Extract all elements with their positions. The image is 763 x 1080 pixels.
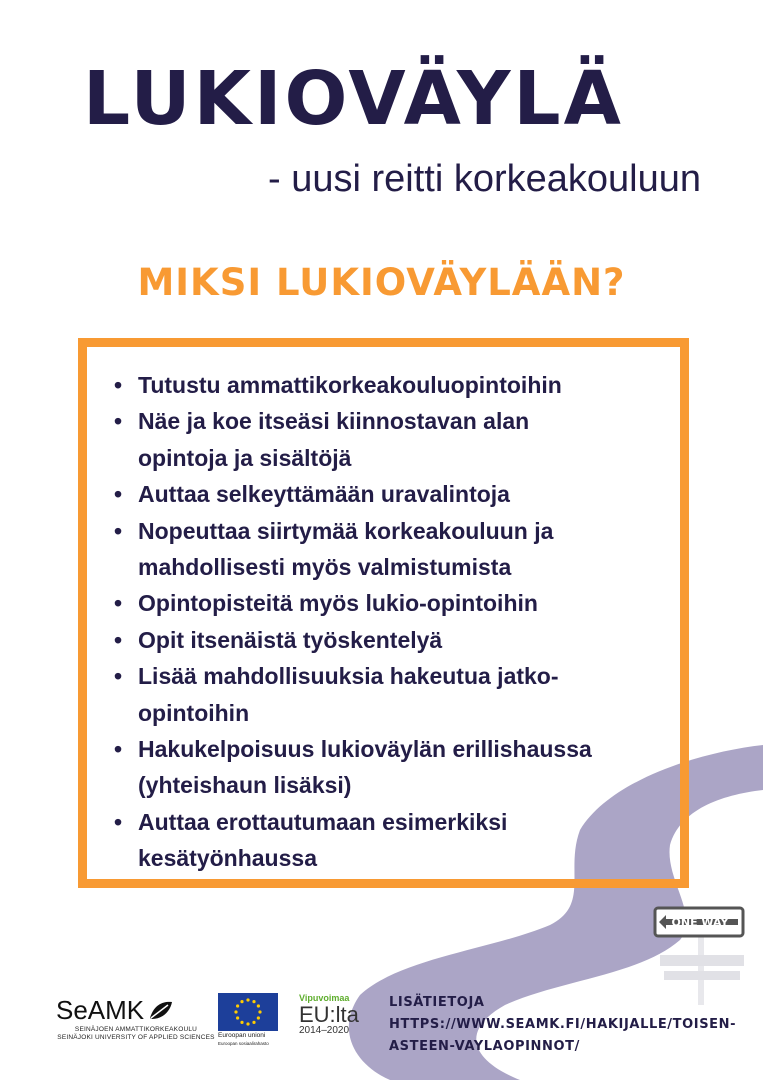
benefit-item	[112, 804, 660, 877]
footer	[0, 985, 763, 1080]
benefit-item	[112, 403, 660, 476]
benefit-text: opintoihin	[138, 699, 250, 726]
benefit-item	[112, 476, 660, 512]
benefit-text: Nopeuttaa siirtymää korkeakouluun ja	[138, 517, 554, 544]
vipu-mid: EU:lta	[299, 1002, 359, 1027]
bullet-icon: •	[114, 372, 123, 398]
section-heading: MIKSI LUKIOVÄYLÄÄN?	[137, 261, 626, 304]
benefit-item	[112, 513, 660, 586]
bullet-icon: •	[114, 626, 123, 653]
bullet-icon: •	[114, 481, 123, 508]
bullet-icon: •	[114, 590, 123, 617]
sign-text: ONE WAY	[671, 916, 729, 929]
benefit-text: Lisää mahdollisuuksia hakeutua jatko-	[138, 663, 559, 690]
info-label: LISÄTIETOJA	[389, 995, 485, 1010]
page-subtitle: - uusi reitti korkeakouluun	[268, 158, 701, 200]
bullet-icon: •	[114, 517, 123, 544]
leaf-icon	[148, 1000, 174, 1020]
benefit-text: (yhteishaun lisäksi)	[138, 772, 352, 799]
benefit-item	[112, 585, 660, 621]
bullet-icon: •	[114, 808, 123, 835]
benefit-text: Näe ja koe itseäsi kiinnostavan alan	[138, 408, 530, 435]
benefit-item	[112, 658, 660, 731]
benefit-text: mahdollisesti myös valmistumista	[138, 554, 512, 581]
bullet-icon: •	[114, 736, 123, 763]
page-title: LUKIOVÄYLÄ	[83, 56, 624, 142]
seamk-subtitle: SEINÄJOEN AMMATTIKORKEAKOULU SEINÄJOKI UNIVERSITY OF APPLIED SCIENCES	[57, 1026, 215, 1042]
benefit-text: Opit itsenäistä työskentelyä	[138, 626, 443, 653]
vipu-years: 2014–2020	[299, 1025, 350, 1037]
vipuvoimaa-logo	[299, 994, 369, 1036]
eu-flag-icon	[218, 993, 278, 1031]
vipu-top: Vipuvoimaa	[299, 993, 350, 1003]
benefit-item	[112, 731, 660, 804]
benefit-text: Auttaa selkeyttämään uravalintoja	[138, 481, 510, 508]
seamk-logo	[56, 997, 216, 1043]
bullet-icon: •	[114, 663, 123, 690]
eu-logo	[218, 993, 280, 1046]
benefit-item	[112, 367, 660, 403]
info-url-line2[interactable]: ASTEEN-VAYLAOPINNOT/	[389, 1039, 580, 1054]
eu-caption-sub: Euroopan sosiaalirahasto	[218, 1040, 269, 1046]
benefit-item	[112, 622, 660, 658]
benefit-text: opintoja ja sisältöjä	[138, 444, 352, 471]
benefit-text: Opintopisteitä myös lukio-opintoihin	[138, 590, 538, 617]
benefit-text: Auttaa erottautumaan esimerkiksi	[138, 808, 508, 835]
bullet-icon: •	[114, 408, 123, 435]
info-block	[389, 992, 759, 1058]
benefit-text: Hakukelpoisuus lukioväylän erillishaussa	[138, 736, 592, 763]
benefits-list	[112, 367, 660, 877]
benefit-text: Tutustu ammattikorkeakouluopintoihin	[138, 372, 562, 398]
info-url-line1[interactable]: HTTPS://WWW.SEAMK.FI/HAKIJALLE/TOISEN-	[389, 1017, 737, 1032]
seamk-name: SeAMK	[56, 995, 145, 1025]
eu-caption: Euroopan unioni	[218, 1032, 266, 1039]
benefit-text: kesätyönhaussa	[138, 845, 317, 872]
